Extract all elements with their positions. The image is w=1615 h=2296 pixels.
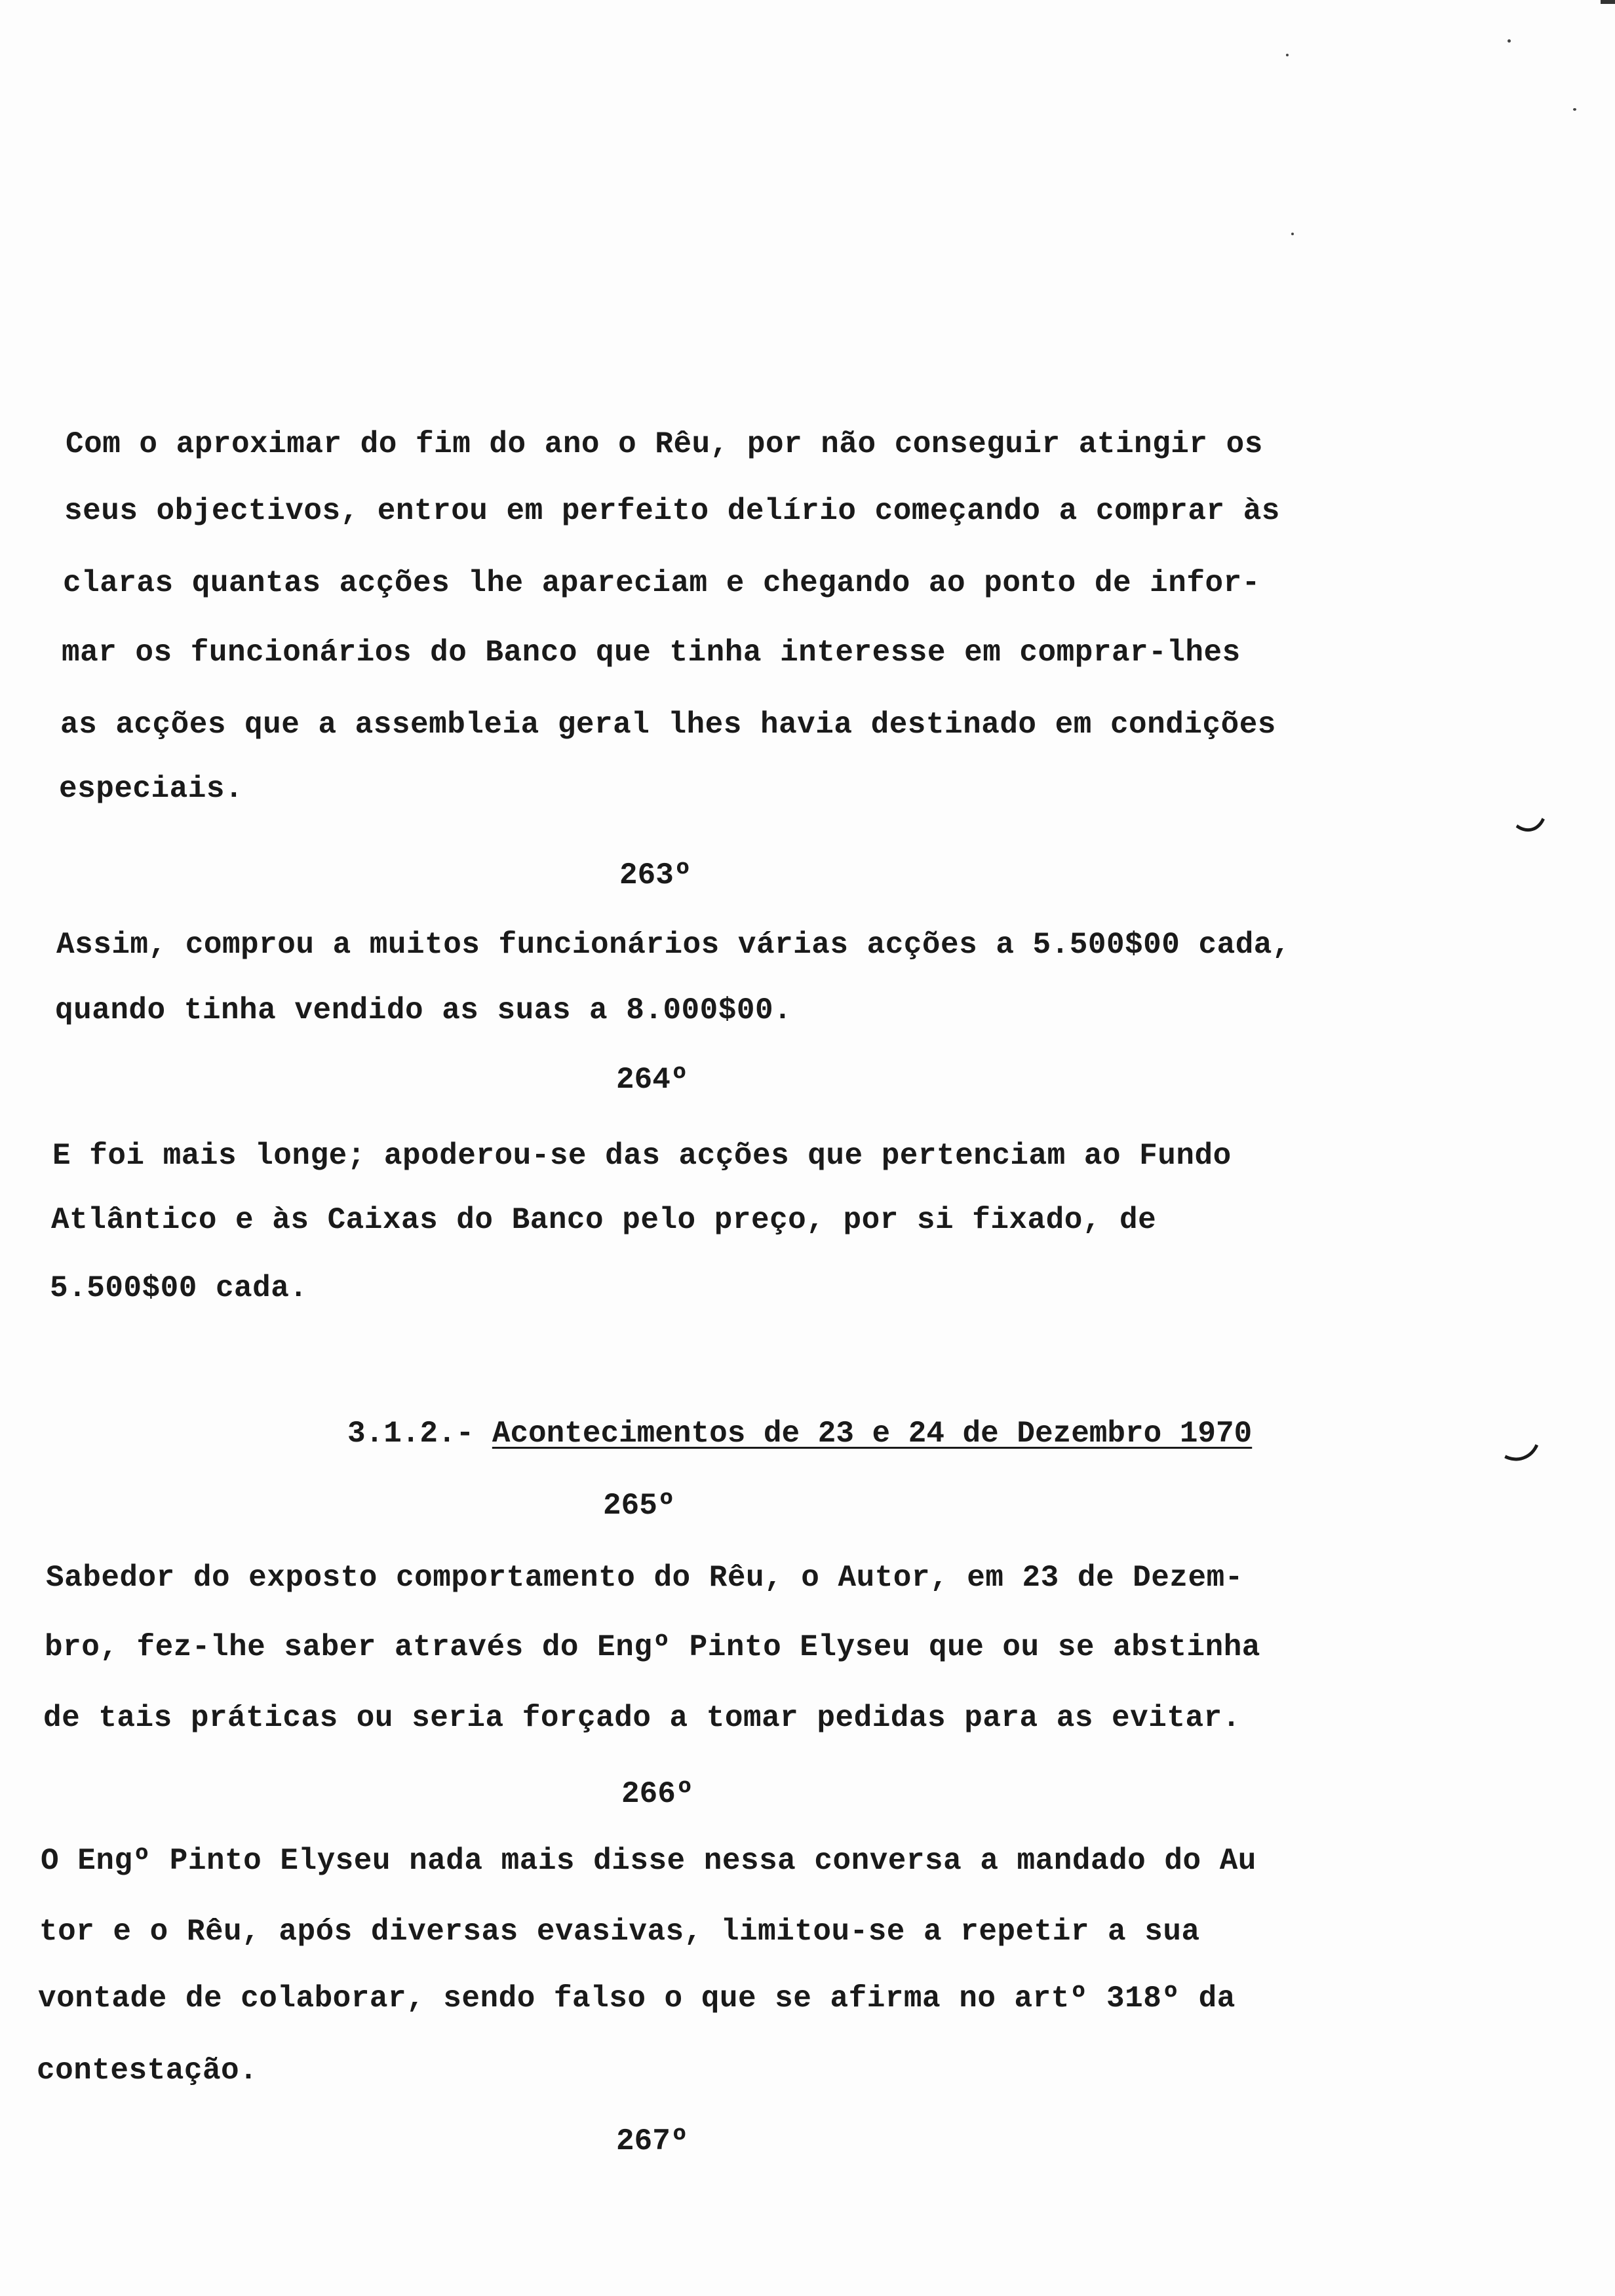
article-number-267: 267º	[616, 2124, 689, 2158]
text-line: Assim, comprou a muitos funcionários várias acções a 5.500$00 cada,	[56, 928, 1291, 962]
section-heading	[347, 1415, 1252, 1452]
text-line: seus objectivos, entrou em perfeito delírio começando a comprar às	[64, 494, 1280, 528]
scan-speck	[1508, 39, 1511, 43]
text-line: bro, fez-lhe saber através do Engº Pinto Elyseu que ou se abstinha	[45, 1630, 1260, 1664]
article-number-265: 265º	[603, 1489, 676, 1523]
text-line: E foi mais longe; apoderou-se das acções que pertenciam ao Fundo	[52, 1139, 1232, 1173]
text-line: mar os funcionários do Banco que tinha interesse em comprar-lhes	[62, 636, 1241, 670]
text-line: tor e o Rêu, após diversas evasivas, limitou-se a repetir a sua	[39, 1915, 1200, 1949]
article-number-263: 263º	[619, 858, 692, 892]
margin-check-mark	[1479, 1395, 1549, 1468]
text-line: Atlântico e às Caixas do Banco pelo preço, por si fixado, de	[51, 1203, 1157, 1237]
text-line: de tais práticas ou seria forçado a tomar pedidas para as evitar.	[43, 1701, 1241, 1735]
article-number-266: 266º	[621, 1777, 694, 1811]
scan-speck	[1286, 54, 1289, 56]
scan-speck	[1573, 108, 1576, 111]
text-line: contestação.	[37, 2054, 258, 2088]
text-line: vontade de colaborar, sendo falso o que se afirma no artº 318º da	[38, 1981, 1236, 2016]
scan-speck	[1291, 233, 1294, 235]
text-line: as acções que a assembleia geral lhes havia destinado em condições	[60, 708, 1276, 742]
text-line: Sabedor do exposto comportamento do Rêu, o Autor, em 23 de Dezem-	[46, 1561, 1243, 1595]
section-title: Acontecimentos de 23 e 24 de Dezembro 1970	[492, 1417, 1253, 1451]
text-line: O Engº Pinto Elyseu nada mais disse nessa conversa a mandado do Au	[41, 1844, 1256, 1878]
text-line: Com o aproximar do fim do ano o Rêu, por não conseguir atingir os	[66, 427, 1263, 461]
text-line: claras quantas acções lhe apareciam e chegando ao ponto de infor-	[63, 566, 1260, 600]
text-line: 5.500$00 cada.	[50, 1271, 308, 1305]
text-line: quando tinha vendido as suas a 8.000$00.	[55, 993, 792, 1027]
margin-check-mark	[1493, 762, 1554, 837]
section-number: 3.1.2.-	[347, 1417, 475, 1451]
edge-scan-mark	[1601, 0, 1615, 4]
text-line: especiais.	[59, 772, 244, 806]
article-number-264: 264º	[616, 1063, 689, 1097]
